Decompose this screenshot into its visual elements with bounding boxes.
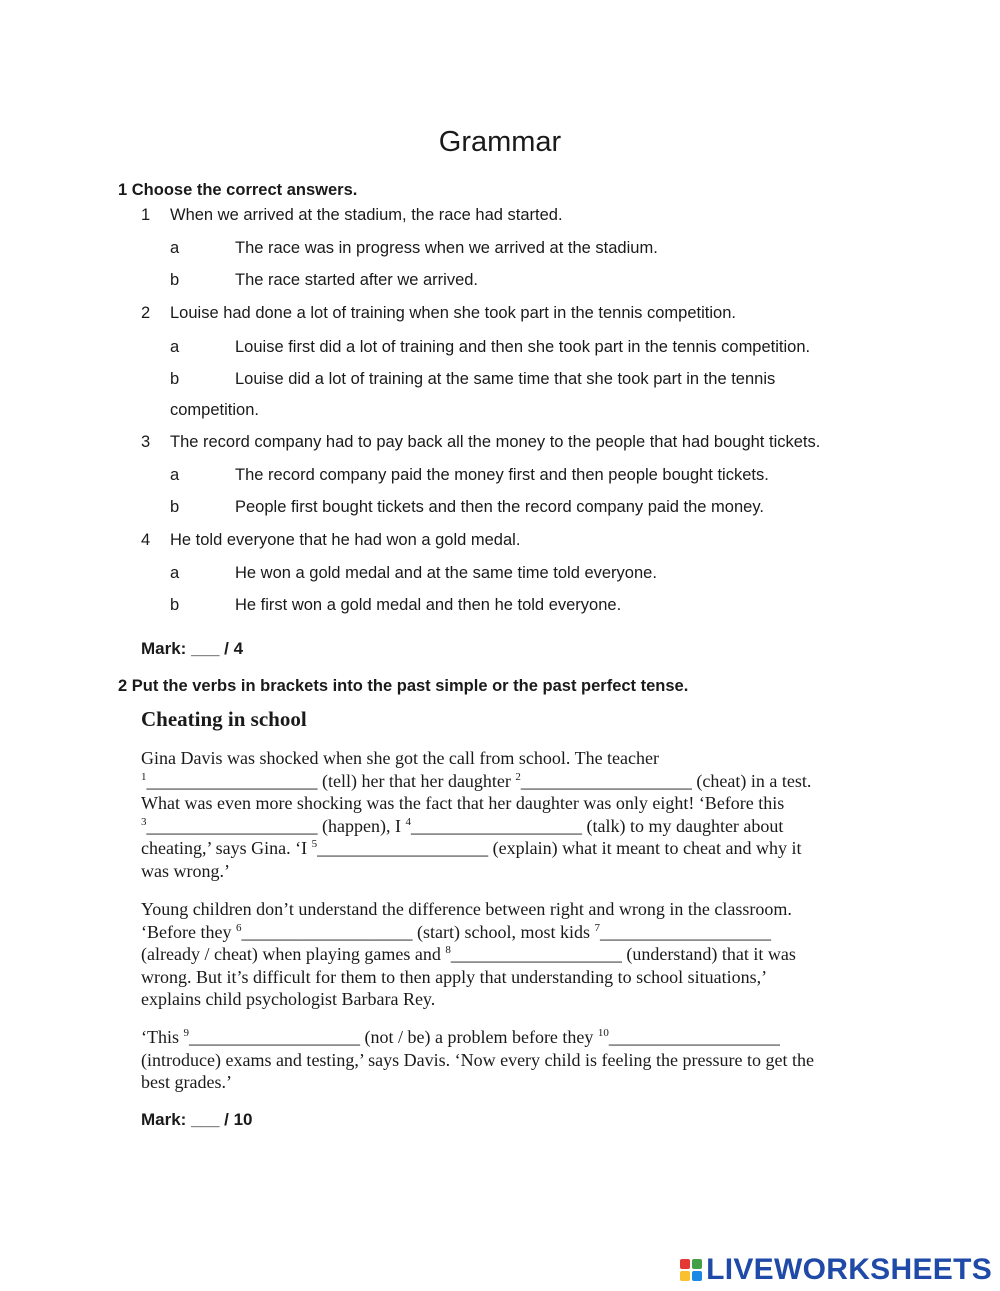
gap-number: 4: [405, 815, 411, 828]
gap-10[interactable]: ___________________: [608, 1027, 780, 1047]
question-2: [141, 304, 736, 323]
option-letter: b: [170, 498, 180, 516]
passage-line: best grades.’: [141, 1072, 232, 1093]
question-number: 3: [141, 433, 151, 451]
option-letter: a: [170, 564, 180, 582]
question-number: 4: [141, 531, 151, 549]
logo-block: [692, 1271, 702, 1281]
logo-block: [692, 1259, 702, 1269]
page-title: Grammar: [438, 126, 562, 158]
exercise-2-mark: Mark: ___ / 10: [141, 1110, 253, 1129]
option-1a[interactable]: [170, 239, 658, 258]
option-1b[interactable]: [170, 271, 478, 290]
gap-number: 7: [594, 921, 600, 934]
option-2b-continuation: competition.: [170, 401, 259, 419]
option-letter: a: [170, 338, 180, 356]
gap-4[interactable]: ___________________: [410, 815, 582, 836]
passage-line: Young children don’t understand the difference between right and wrong in the classroom.: [141, 899, 792, 919]
question-number: 1: [141, 206, 151, 224]
passage-text: (happen), I: [317, 815, 406, 836]
passage-text: (understand) that it was: [621, 944, 796, 965]
option-letter: a: [170, 466, 180, 484]
option-3b[interactable]: [170, 498, 764, 517]
passage-text: (tell) her that her daughter: [317, 770, 516, 791]
passage-line: wrong. But it’s difficult for them to then apply that understanding to school situations,’: [141, 966, 768, 987]
passage-paragraph-3: [141, 1026, 881, 1094]
passage-text: ‘Before they: [141, 921, 236, 942]
gap-9[interactable]: ___________________: [189, 1027, 360, 1047]
passage-text: (start) school, most kids: [412, 921, 595, 942]
gap-number: 10: [597, 1027, 609, 1039]
passage-line: [141, 921, 881, 944]
passage-text: ‘This: [141, 1027, 184, 1047]
passage-text: cheating,’ says Gina. ‘I: [141, 838, 312, 859]
option-text: Louise first did a lot of training and then she took part in the tennis competition.: [235, 338, 811, 356]
liveworksheets-logo: [680, 1254, 992, 1286]
gap-5[interactable]: ___________________: [317, 838, 489, 859]
option-2a[interactable]: [170, 338, 810, 357]
passage-line: [141, 770, 881, 793]
option-letter: b: [170, 370, 180, 388]
passage-line: [141, 943, 881, 966]
gap-number: 6: [235, 921, 242, 934]
option-text: The race started after we arrived.: [235, 271, 479, 289]
question-text: The record company had to pay back all the money to the people that had bought tickets.: [170, 433, 821, 451]
passage-title: Cheating in school: [141, 707, 307, 731]
logo-text: LIVEWORKSHEETS: [706, 1253, 992, 1286]
gap-2[interactable]: ___________________: [520, 770, 692, 791]
passage-paragraph-1: [141, 747, 881, 883]
question-text: Louise had done a lot of training when she took part in the tennis competition.: [170, 304, 736, 322]
option-letter: a: [170, 239, 180, 257]
passage-line: [141, 837, 881, 860]
option-4a[interactable]: [170, 564, 657, 583]
gap-6[interactable]: ___________________: [241, 921, 413, 942]
option-text: The record company paid the money first and then people bought tickets.: [235, 466, 769, 484]
gap-number: 8: [445, 944, 451, 957]
question-text: He told everyone that he had won a gold medal.: [170, 531, 521, 549]
logo-block: [680, 1271, 690, 1281]
option-text: People first bought tickets and then the record company paid the money.: [235, 498, 764, 516]
passage-line: was wrong.’: [141, 860, 230, 881]
option-text: He won a gold medal and at the same time told everyone.: [235, 564, 657, 582]
question-number: 2: [141, 304, 151, 322]
logo-blocks-icon: [680, 1259, 702, 1281]
exercise-1-mark: Mark: ___ / 4: [141, 639, 244, 658]
gap-number: 1: [141, 770, 147, 783]
option-text: The race was in progress when we arrived at the stadium.: [235, 239, 658, 257]
logo-block: [680, 1259, 690, 1269]
question-text: When we arrived at the stadium, the race had started.: [170, 206, 563, 224]
passage-text: (cheat) in a test.: [691, 770, 812, 791]
gap-number: 2: [515, 770, 521, 783]
gap-1[interactable]: ___________________: [146, 770, 318, 791]
question-1: [141, 206, 563, 225]
gap-number: 9: [183, 1027, 189, 1039]
gap-number: 3: [141, 815, 147, 828]
option-text: Louise did a lot of training at the same time that she took part in the tennis: [235, 370, 776, 388]
option-4b[interactable]: [170, 596, 621, 615]
gap-7[interactable]: ___________________: [599, 921, 771, 942]
passage-line: Gina Davis was shocked when she got the call from school. The teacher: [141, 748, 660, 768]
option-3a[interactable]: [170, 466, 769, 485]
passage-paragraph-2: [141, 898, 881, 1011]
passage-text: (not / be) a problem before they: [360, 1027, 598, 1047]
passage-line: explains child psychologist Barbara Rey.: [141, 989, 436, 1010]
passage-line: [141, 815, 881, 838]
passage-text: (talk) to my daughter about: [581, 815, 784, 836]
passage-line: What was even more shocking was the fact that her daughter was only eight! ‘Before this: [141, 793, 785, 814]
question-4: [141, 531, 520, 550]
option-letter: b: [170, 596, 180, 614]
exercise-2-heading: 2 Put the verbs in brackets into the past simple or the past perfect tense.: [118, 677, 689, 695]
gap-8[interactable]: ___________________: [450, 944, 622, 965]
passage-text: (explain) what it meant to cheat and why it: [488, 838, 802, 859]
gap-number: 5: [311, 838, 318, 851]
question-3: [141, 433, 820, 452]
option-letter: b: [170, 271, 180, 289]
passage-text: (already / cheat) when playing games and: [141, 944, 446, 965]
passage-line: [141, 1026, 881, 1049]
option-2b[interactable]: [170, 370, 775, 389]
passage-line: (introduce) exams and testing,’ says Davis. ‘Now every child is feeling the pressure to get the: [141, 1049, 814, 1070]
option-text: He first won a gold medal and then he told everyone.: [235, 596, 622, 614]
gap-3[interactable]: ___________________: [146, 815, 318, 836]
exercise-1-heading: 1 Choose the correct answers.: [118, 181, 358, 199]
